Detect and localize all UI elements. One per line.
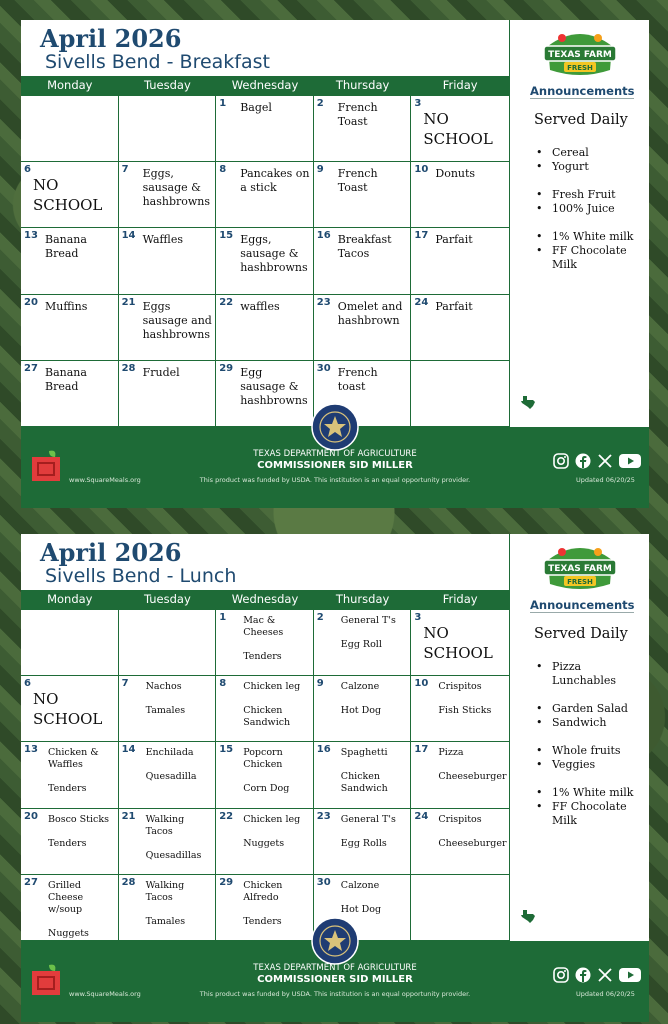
meal-text: Eggs, sausage & hashbrowns xyxy=(240,233,308,275)
meal-text: Muffins xyxy=(45,299,88,313)
served-daily-item: • Veggies xyxy=(536,758,648,772)
day-number: 30 xyxy=(316,362,331,374)
meal-options xyxy=(438,814,507,850)
served-daily-item: • Garden Salad xyxy=(536,702,648,716)
page-title: April 2026 xyxy=(40,538,182,567)
calendar-day xyxy=(216,610,314,676)
meal-options xyxy=(48,880,116,940)
meal-text: NO SCHOOL xyxy=(423,624,493,662)
served-daily-item: • FF Chocolate Milk xyxy=(536,244,648,272)
calendar-day xyxy=(411,228,509,294)
day-number: 13 xyxy=(24,230,38,242)
weekday-label: Thursday xyxy=(335,78,390,92)
meal-option: Walking Tacos xyxy=(145,879,185,903)
weekday-label: Wednesday xyxy=(231,592,299,606)
calendar-day xyxy=(21,295,119,361)
weekday-header xyxy=(21,76,509,95)
meal-option: Cheeseburger xyxy=(438,771,507,783)
meal-option: Tamales xyxy=(145,705,186,717)
meal-option: Grilled Cheese w/soup xyxy=(48,879,84,915)
meal-option: Bosco Sticks xyxy=(48,813,109,825)
instagram-icon[interactable] xyxy=(553,453,569,469)
calendar-day xyxy=(314,228,412,294)
agency-name: TEXAS DEPARTMENT OF AGRICULTURE xyxy=(253,449,417,459)
served-daily-item: • 1% White milk xyxy=(536,230,648,244)
calendar-day xyxy=(216,361,314,427)
updated-date: Updated 06/20/25 xyxy=(576,476,635,484)
meal-option: Chicken & Waffles xyxy=(48,747,99,771)
updated-date: Updated 06/20/25 xyxy=(576,990,635,998)
calendar-day xyxy=(21,875,119,941)
meal-options xyxy=(243,681,311,729)
seal-icon xyxy=(311,403,359,451)
meal-options xyxy=(341,681,409,717)
website-link[interactable]: www.SquareMeals.org xyxy=(69,990,141,998)
day-number: 21 xyxy=(121,296,136,308)
day-number: 21 xyxy=(121,810,136,822)
calendar-day xyxy=(216,676,314,742)
meal-options xyxy=(341,814,409,850)
day-number: 15 xyxy=(219,230,234,242)
meal-option: Pizza xyxy=(438,747,464,759)
page-subtitle: Sivells Bend - Breakfast xyxy=(45,51,270,73)
texas-icon xyxy=(520,910,536,928)
day-number: 7 xyxy=(121,164,129,176)
calendar-day xyxy=(314,809,412,875)
calendar-day xyxy=(314,162,412,228)
announcements-heading: Announcements xyxy=(530,598,635,612)
day-number: 10 xyxy=(414,678,429,690)
calendar-day xyxy=(314,742,412,808)
day-number: 20 xyxy=(24,296,38,308)
meal-text: French Toast xyxy=(337,101,378,128)
meal-text: waffles xyxy=(240,299,280,313)
funding-notice: This product was funded by USDA. This institution is an equal opportunity provider. xyxy=(199,990,471,998)
calendar-day xyxy=(314,295,412,361)
day-number: 6 xyxy=(24,164,31,176)
meal-text: Eggs, sausage & hashbrowns xyxy=(142,167,211,209)
calendar-day xyxy=(119,742,217,808)
meal-option: Fish Sticks xyxy=(438,705,492,717)
meal-text: Waffles xyxy=(142,233,183,247)
served-daily-item: • Whole fruits xyxy=(536,744,648,758)
calendar-day xyxy=(216,96,314,162)
day-number: 23 xyxy=(316,296,331,308)
day-number: 30 xyxy=(316,876,331,888)
meal-option: Nuggets xyxy=(48,927,89,939)
meal-option: Popcorn Chicken xyxy=(243,747,283,771)
served-daily-heading: Served Daily xyxy=(534,112,628,128)
calendar-day xyxy=(21,610,119,676)
served-daily-item: • FF Chocolate Milk xyxy=(536,800,648,828)
footer xyxy=(21,427,649,508)
svg-text:TEXAS FARM: TEXAS FARM xyxy=(548,564,612,574)
day-number: 16 xyxy=(316,230,331,242)
weekday-label: Monday xyxy=(47,78,93,92)
meal-option: Nachos xyxy=(145,681,182,693)
day-number: 1 xyxy=(219,98,227,109)
day-number: 2 xyxy=(316,612,324,623)
meal-options xyxy=(243,880,311,928)
meal-options xyxy=(146,681,214,717)
commissioner-name: COMMISSIONER SID MILLER xyxy=(257,974,413,985)
served-daily-item: • Fresh Fruit xyxy=(536,188,648,202)
day-number: 28 xyxy=(121,362,136,374)
meal-option: Walking Tacos xyxy=(145,813,185,837)
meal-option: Egg Roll xyxy=(340,639,382,650)
meal-text: Breakfast Tacos xyxy=(337,233,392,261)
meal-option: Tamales xyxy=(145,915,186,927)
day-number: 8 xyxy=(219,678,227,690)
meal-option: Calzone xyxy=(340,681,380,693)
day-number: 29 xyxy=(219,876,234,888)
footer xyxy=(21,941,649,1022)
meal-option: Quesadilla xyxy=(145,771,197,783)
calendar-day xyxy=(314,610,412,676)
calendar-day xyxy=(411,295,509,361)
meal-options xyxy=(438,681,507,717)
calendar-day xyxy=(216,809,314,875)
youtube-icon[interactable] xyxy=(619,967,641,983)
calendar-day xyxy=(411,742,509,808)
calendar-day xyxy=(21,742,119,808)
calendar-day xyxy=(119,809,217,875)
day-number: 10 xyxy=(414,164,429,176)
meal-text: NO SCHOOL xyxy=(423,110,493,148)
calendar-day xyxy=(411,96,509,162)
served-daily-item: • Cereal xyxy=(536,146,648,160)
meal-text: Donuts xyxy=(435,167,476,181)
page-title: April 2026 xyxy=(40,24,182,53)
day-number: 17 xyxy=(414,744,429,756)
meal-option: Quesadillas xyxy=(145,849,202,861)
meal-option: Chicken Sandwich xyxy=(243,705,291,729)
svg-text:FRESH: FRESH xyxy=(567,578,593,586)
calendar-day xyxy=(119,162,217,228)
day-number: 3 xyxy=(414,98,422,109)
day-number: 3 xyxy=(414,612,422,623)
website-link[interactable]: www.SquareMeals.org xyxy=(69,476,141,484)
meal-options xyxy=(341,880,409,916)
weekday-header xyxy=(21,590,509,609)
meal-text: NO SCHOOL xyxy=(33,176,103,215)
day-number: 27 xyxy=(24,362,38,374)
served-daily-list xyxy=(536,660,648,828)
meal-option: Tenders xyxy=(243,915,282,927)
meal-options xyxy=(146,880,214,928)
meal-options xyxy=(48,747,116,795)
calendar-day xyxy=(21,228,119,294)
meal-options xyxy=(243,615,311,663)
lunch-menu-panel xyxy=(21,534,649,1022)
meal-text: French toast xyxy=(337,365,378,393)
social-links xyxy=(553,453,641,469)
calendar-day xyxy=(314,96,412,162)
calendar-day xyxy=(119,361,217,427)
page-subtitle: Sivells Bend - Lunch xyxy=(45,565,237,587)
texas-icon xyxy=(520,396,536,414)
meal-option: Tenders xyxy=(48,783,87,795)
calendar-day xyxy=(21,162,119,228)
day-number: 13 xyxy=(24,744,38,756)
meal-option: Calzone xyxy=(340,879,380,891)
meal-text: Parfait xyxy=(435,233,473,247)
texas-farm-fresh-logo xyxy=(540,540,620,592)
calendar-day xyxy=(21,809,119,875)
meal-option: Enchilada xyxy=(145,747,194,759)
youtube-icon[interactable] xyxy=(619,453,641,469)
meal-option: Hot Dog xyxy=(340,705,382,717)
meal-options xyxy=(243,747,311,795)
meal-text: Parfait xyxy=(435,299,473,313)
calendar-day xyxy=(411,676,509,742)
meal-options xyxy=(243,814,311,850)
calendar-day xyxy=(119,610,217,676)
day-number: 27 xyxy=(24,876,38,888)
meal-option: Tenders xyxy=(48,837,87,849)
meal-option: Chicken leg xyxy=(243,681,301,693)
calendar-day xyxy=(119,96,217,162)
facebook-icon[interactable] xyxy=(575,967,591,983)
served-daily-item: • Pizza Lunchables xyxy=(536,660,648,688)
meal-option: Crispitos xyxy=(438,813,482,825)
meal-options xyxy=(146,814,214,862)
calendar-day xyxy=(21,361,119,427)
funding-notice: This product was funded by USDA. This institution is an equal opportunity provider. xyxy=(199,476,471,484)
meal-option: Tenders xyxy=(243,651,282,662)
calendar-day xyxy=(21,676,119,742)
meal-options xyxy=(48,814,116,850)
meal-option: Chicken Sandwich xyxy=(340,771,388,795)
weekday-label: Friday xyxy=(442,592,478,606)
served-daily-item: • 1% White milk xyxy=(536,786,648,800)
calendar-day xyxy=(119,875,217,941)
calendar-day xyxy=(411,875,509,941)
day-number: 22 xyxy=(219,296,234,308)
announcements-heading: Announcements xyxy=(530,84,635,98)
meal-option: Crispitos xyxy=(438,681,482,693)
calendar-day xyxy=(411,162,509,228)
weekday-label: Wednesday xyxy=(231,78,299,92)
calendar-day xyxy=(119,295,217,361)
meal-option: Mac & Cheeses xyxy=(243,615,284,638)
day-number: 28 xyxy=(121,876,136,888)
day-number: 9 xyxy=(316,678,324,690)
day-number: 22 xyxy=(219,810,234,822)
served-daily-item: • Yogurt xyxy=(536,160,648,174)
meal-option: Corn Dog xyxy=(243,783,290,795)
meal-text: Frudel xyxy=(142,365,180,379)
x-icon[interactable] xyxy=(597,453,613,469)
day-number: 29 xyxy=(219,362,234,374)
calendar-day xyxy=(21,96,119,162)
x-icon[interactable] xyxy=(597,967,613,983)
meal-options xyxy=(341,747,409,795)
meal-text: French Toast xyxy=(337,167,378,195)
meal-text: Omelet and hashbrown xyxy=(337,299,403,327)
social-links xyxy=(553,967,641,983)
meal-options xyxy=(438,747,507,783)
svg-text:TEXAS FARM: TEXAS FARM xyxy=(548,50,612,60)
weekday-label: Thursday xyxy=(335,592,390,606)
agency-name: TEXAS DEPARTMENT OF AGRICULTURE xyxy=(253,963,417,973)
texas-farm-fresh-logo xyxy=(540,26,620,78)
day-number: 16 xyxy=(316,744,331,756)
calendar-day xyxy=(119,228,217,294)
meal-options xyxy=(341,615,409,651)
calendar-day xyxy=(216,742,314,808)
calendar-grid xyxy=(21,95,509,427)
meal-text: Eggs sausage and hashbrowns xyxy=(142,299,212,341)
meal-option: Cheeseburger xyxy=(438,837,507,849)
meal-option: Chicken leg xyxy=(243,813,301,825)
served-daily-item: • 100% Juice xyxy=(536,202,648,216)
day-number: 17 xyxy=(414,230,429,242)
instagram-icon[interactable] xyxy=(553,967,569,983)
day-number: 24 xyxy=(414,810,429,822)
day-number: 14 xyxy=(121,230,136,242)
meal-text: NO SCHOOL xyxy=(33,690,103,729)
sidebar xyxy=(509,534,649,941)
day-number: 7 xyxy=(121,678,129,690)
meal-text: Pancakes on a stick xyxy=(240,167,310,195)
weekday-label: Friday xyxy=(442,78,478,92)
calendar-day xyxy=(119,676,217,742)
served-daily-heading: Served Daily xyxy=(534,626,628,642)
meal-options xyxy=(146,747,214,783)
served-daily-item: • Sandwich xyxy=(536,716,648,730)
weekday-label: Monday xyxy=(47,592,93,606)
meal-option: Spaghetti xyxy=(340,747,388,759)
svg-text:FRESH: FRESH xyxy=(567,64,593,72)
day-number: 1 xyxy=(219,612,227,623)
calendar-day xyxy=(216,875,314,941)
day-number: 15 xyxy=(219,744,234,756)
day-number: 2 xyxy=(316,98,324,109)
day-number: 20 xyxy=(24,810,38,822)
meal-option: General T's xyxy=(340,813,396,825)
facebook-icon[interactable] xyxy=(575,453,591,469)
meal-option: Nuggets xyxy=(243,837,285,849)
calendar-day xyxy=(314,676,412,742)
day-number: 9 xyxy=(316,164,324,176)
commissioner-name: COMMISSIONER SID MILLER xyxy=(257,460,413,471)
calendar-day xyxy=(411,809,509,875)
meal-text: Bagel xyxy=(240,101,272,114)
weekday-label: Tuesday xyxy=(143,78,191,92)
day-number: 6 xyxy=(24,678,31,690)
day-number: 14 xyxy=(121,744,136,756)
weekday-label: Tuesday xyxy=(143,592,191,606)
meal-option: General T's xyxy=(340,615,396,626)
day-number: 23 xyxy=(316,810,331,822)
day-number: 8 xyxy=(219,164,227,176)
meal-text: Banana Bread xyxy=(45,365,87,393)
calendar-day xyxy=(216,295,314,361)
meal-option: Chicken Alfredo xyxy=(243,879,283,903)
breakfast-menu-panel xyxy=(21,20,649,508)
served-daily-list xyxy=(536,146,648,272)
calendar-day xyxy=(411,361,509,427)
meal-option: Hot Dog xyxy=(340,903,382,915)
day-number: 24 xyxy=(414,296,429,308)
meal-text: Banana Bread xyxy=(45,233,87,261)
calendar-grid xyxy=(21,609,509,941)
calendar-day xyxy=(216,162,314,228)
meal-option: Egg Rolls xyxy=(340,837,387,849)
calendar-day xyxy=(411,610,509,676)
sidebar xyxy=(509,20,649,427)
seal-icon xyxy=(311,917,359,965)
calendar-day xyxy=(216,228,314,294)
meal-text: Egg sausage & hashbrowns xyxy=(240,365,308,407)
